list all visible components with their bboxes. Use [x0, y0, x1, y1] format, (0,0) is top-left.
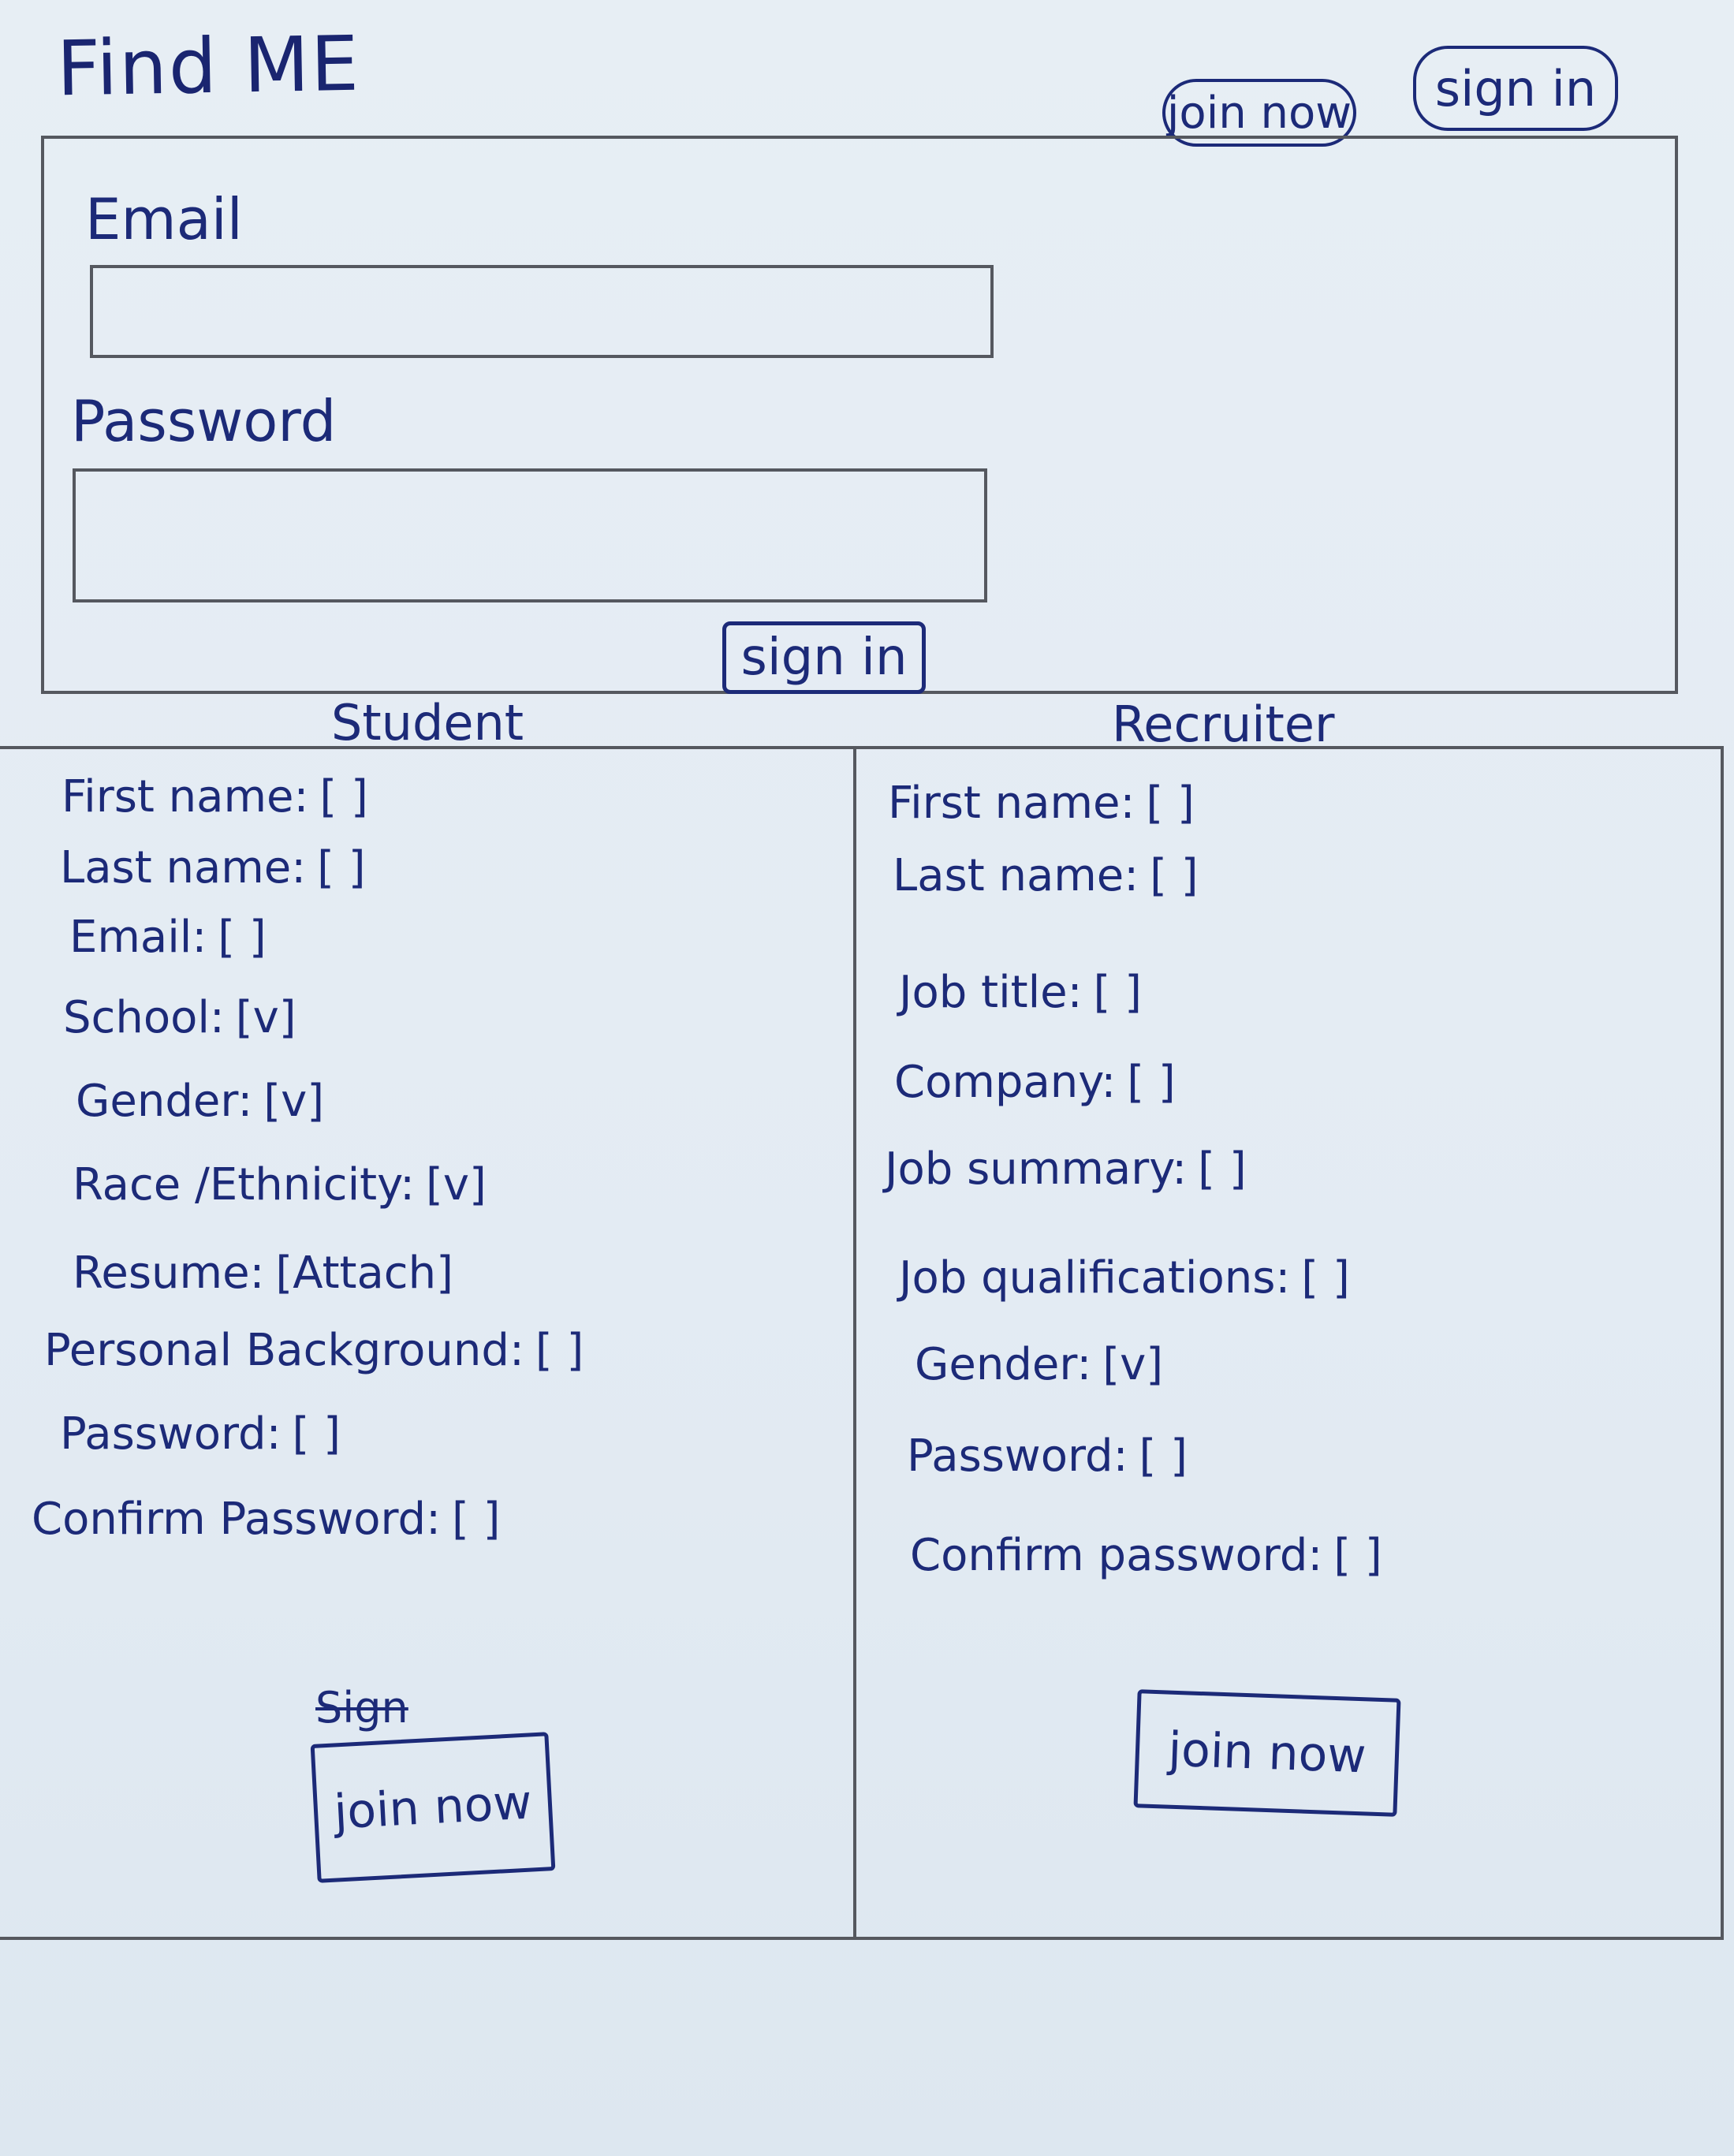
recruiter-field-label: Job summary:: [885, 1143, 1188, 1195]
student-field-label: School:: [63, 992, 225, 1043]
recruiter-heading: Recruiter: [1112, 696, 1335, 753]
student-password-input[interactable]: [ ]: [292, 1408, 341, 1460]
recruiter-field-last-name: [893, 850, 1199, 901]
student-field-email: [69, 912, 267, 963]
student-field-label: Email:: [69, 912, 207, 963]
student-field-last-name: [60, 842, 366, 893]
recruiter-last-name-input[interactable]: [ ]: [1150, 850, 1199, 901]
recruiter-field-job-title: [899, 967, 1142, 1018]
recruiter-field-label: Confirm password:: [910, 1530, 1323, 1581]
student-first-name-input[interactable]: [ ]: [319, 771, 368, 822]
struck-out-text: Sign: [315, 1683, 408, 1733]
student-race-ethnicity-select[interactable]: [v]: [426, 1159, 487, 1210]
password-field[interactable]: [73, 468, 987, 602]
recruiter-field-password: [907, 1430, 1188, 1482]
student-confirm-password-input[interactable]: [ ]: [451, 1494, 501, 1545]
recruiter-field-label: Last name:: [893, 850, 1139, 901]
email-field[interactable]: [90, 265, 994, 358]
recruiter-gender-select[interactable]: [v]: [1102, 1339, 1164, 1390]
sign-in-panel: [41, 136, 1678, 694]
recruiter-confirm-password-input[interactable]: [ ]: [1333, 1530, 1382, 1581]
student-field-password: [60, 1408, 341, 1460]
recruiter-field-first-name: [888, 778, 1195, 829]
recruiter-field-confirm-password: [910, 1530, 1382, 1581]
student-field-label: Last name:: [60, 842, 307, 893]
recruiter-company-input[interactable]: [ ]: [1127, 1057, 1176, 1108]
student-field-race-ethnicity: [73, 1159, 487, 1210]
recruiter-field-label: Job title:: [899, 967, 1083, 1018]
student-heading: Student: [331, 694, 524, 752]
student-email-input[interactable]: [ ]: [218, 912, 267, 963]
recruiter-field-label: First name:: [888, 778, 1135, 829]
student-school-select[interactable]: [v]: [235, 992, 296, 1043]
recruiter-job-summary-input[interactable]: [ ]: [1198, 1143, 1247, 1195]
recruiter-field-job-summary: [885, 1143, 1247, 1195]
student-field-resume: [73, 1248, 453, 1299]
student-field-label: Password:: [60, 1408, 282, 1460]
student-personal-background-input[interactable]: [ ]: [535, 1325, 584, 1376]
password-label: Password: [71, 388, 337, 454]
student-field-personal-background: [44, 1325, 584, 1376]
student-field-label: Personal Background:: [44, 1325, 524, 1376]
recruiter-password-input[interactable]: [ ]: [1139, 1430, 1188, 1482]
student-field-first-name: [62, 771, 368, 822]
recruiter-job-title-input[interactable]: [ ]: [1093, 967, 1142, 1018]
recruiter-field-gender: [915, 1339, 1163, 1390]
student-field-gender: [76, 1076, 324, 1127]
student-field-label: Resume:: [73, 1248, 265, 1299]
student-field-label: Gender:: [76, 1076, 253, 1127]
student-field-confirm-password: [32, 1494, 500, 1545]
header-sign-in-button[interactable]: sign in: [1413, 46, 1618, 131]
recruiter-field-label: Company:: [894, 1057, 1117, 1108]
recruiter-field-job-qualifications: [899, 1252, 1350, 1304]
column-divider: [853, 749, 856, 1937]
sign-in-button[interactable]: sign in: [722, 621, 926, 694]
recruiter-field-label: Job qualifications:: [899, 1252, 1291, 1304]
recruiter-field-label: Password:: [907, 1430, 1128, 1482]
recruiter-field-label: Gender:: [915, 1339, 1092, 1390]
student-field-label: Race /Ethnicity:: [73, 1159, 416, 1210]
email-label: Email: [85, 186, 243, 252]
recruiter-job-qualifications-input[interactable]: [ ]: [1301, 1252, 1350, 1304]
student-last-name-input[interactable]: [ ]: [317, 842, 366, 893]
student-field-school: [63, 992, 296, 1043]
recruiter-join-now-button[interactable]: join now: [1133, 1689, 1400, 1817]
header-join-now-button[interactable]: join now: [1162, 79, 1356, 147]
student-join-now-button[interactable]: join now: [311, 1732, 556, 1883]
student-field-label: First name:: [62, 771, 309, 822]
recruiter-field-company: [894, 1057, 1176, 1108]
student-field-label: Confirm Password:: [32, 1494, 441, 1545]
student-gender-select[interactable]: [v]: [263, 1076, 325, 1127]
recruiter-first-name-input[interactable]: [ ]: [1146, 778, 1195, 829]
app-title: Find ME: [56, 19, 361, 114]
signup-region: [0, 746, 1724, 1940]
student-resume-attach-button[interactable]: [Attach]: [275, 1248, 453, 1299]
